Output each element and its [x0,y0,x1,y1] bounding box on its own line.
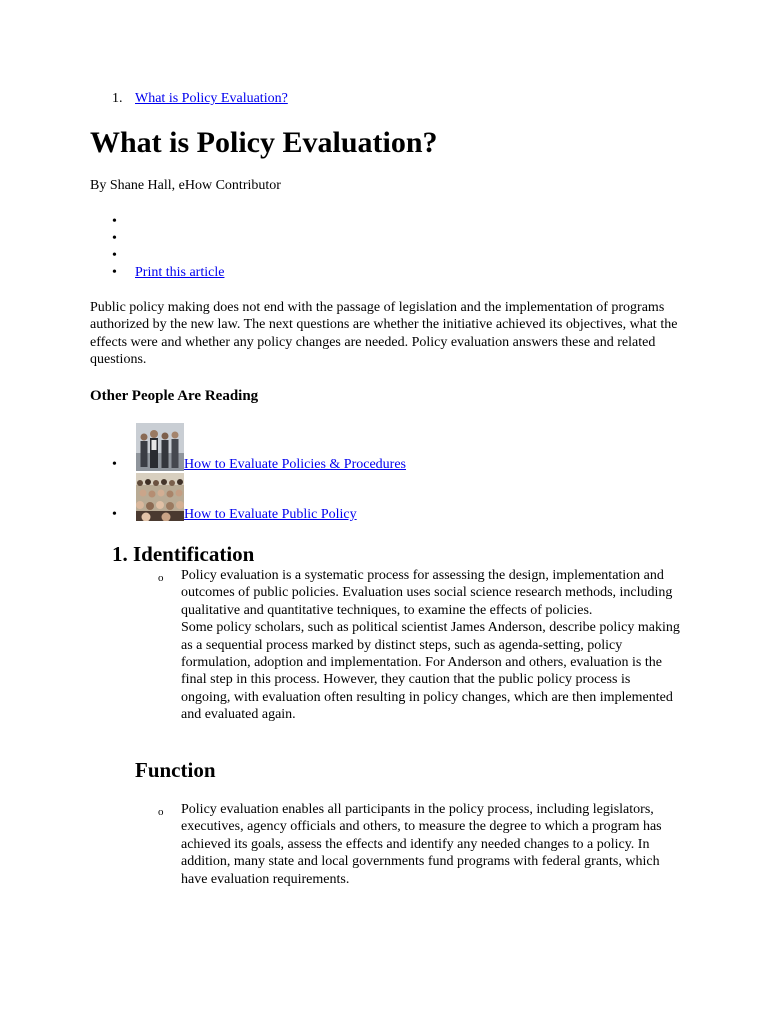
byline: By Shane Hall, eHow Contributor [90,178,281,193]
business-people-image [136,423,184,471]
identification-paragraph-1: Policy evaluation is a systematic process for assessing the design, implementation and outcomes of public policies. Evaluation uses social science research methods, including qualitative and quantitative techniques, to examine the effects of policies. [181,568,673,618]
function-paragraph: Policy evaluation enables all participants in the policy process, including legislators, executives, agency officials and others, to measure the degree to which a program has achieved its goals, assess the effects and identify any needed changes to a policy. In addition, many state and local governments fund programs with federal grants, which have evaluation requirements. [181,802,662,887]
intro-paragraph: Public policy making does not end with the passage of legislation and the implementation of programs authorized by the new law. The next questions are whether the initiative achieved its objectives, what the effects were and whether any policy changes are needed. Policy evaluation answers these and related questions. [90,300,678,368]
identification-text [181,567,681,724]
share-bullet: • [112,231,117,246]
related-link-evaluate-public-policy[interactable]: How to Evaluate Public Policy [184,507,357,522]
related-bullet: • [112,457,117,472]
print-bullet: • [112,265,117,280]
print-article-link[interactable]: Print this article [135,265,225,280]
share-bullet: • [112,248,117,263]
business-people-thumbnail[interactable] [136,423,184,471]
crowd-image [136,473,184,521]
crowd-thumbnail[interactable] [136,473,184,521]
related-bullet: • [112,507,117,522]
circle-bullet: o [158,806,164,818]
identification-paragraph-2: Some policy scholars, such as political scientist James Anderson, describe policy making as a sequential process marked by distinct steps, such as agenda-setting, policy formulation, adoption and implementation. For Anderson and others, evaluation is the final step in this process. However, they caution that the public policy process is ongoing, with evaluation often resulting in policy changes, which are then implemented and evaluated again. [181,620,680,723]
share-bullet: • [112,214,117,229]
page-title: What is Policy Evaluation? [90,126,438,159]
related-link-evaluate-policies-procedures[interactable]: How to Evaluate Policies & Procedures [184,457,407,472]
toc-number: 1. [112,91,123,106]
identification-heading: 1. Identification [112,542,255,566]
circle-bullet: o [158,572,164,584]
toc-link-what-is-policy-evaluation[interactable]: What is Policy Evaluation? [135,91,288,106]
function-heading: Function [135,758,216,782]
other-people-reading-heading: Other People Are Reading [90,388,259,404]
